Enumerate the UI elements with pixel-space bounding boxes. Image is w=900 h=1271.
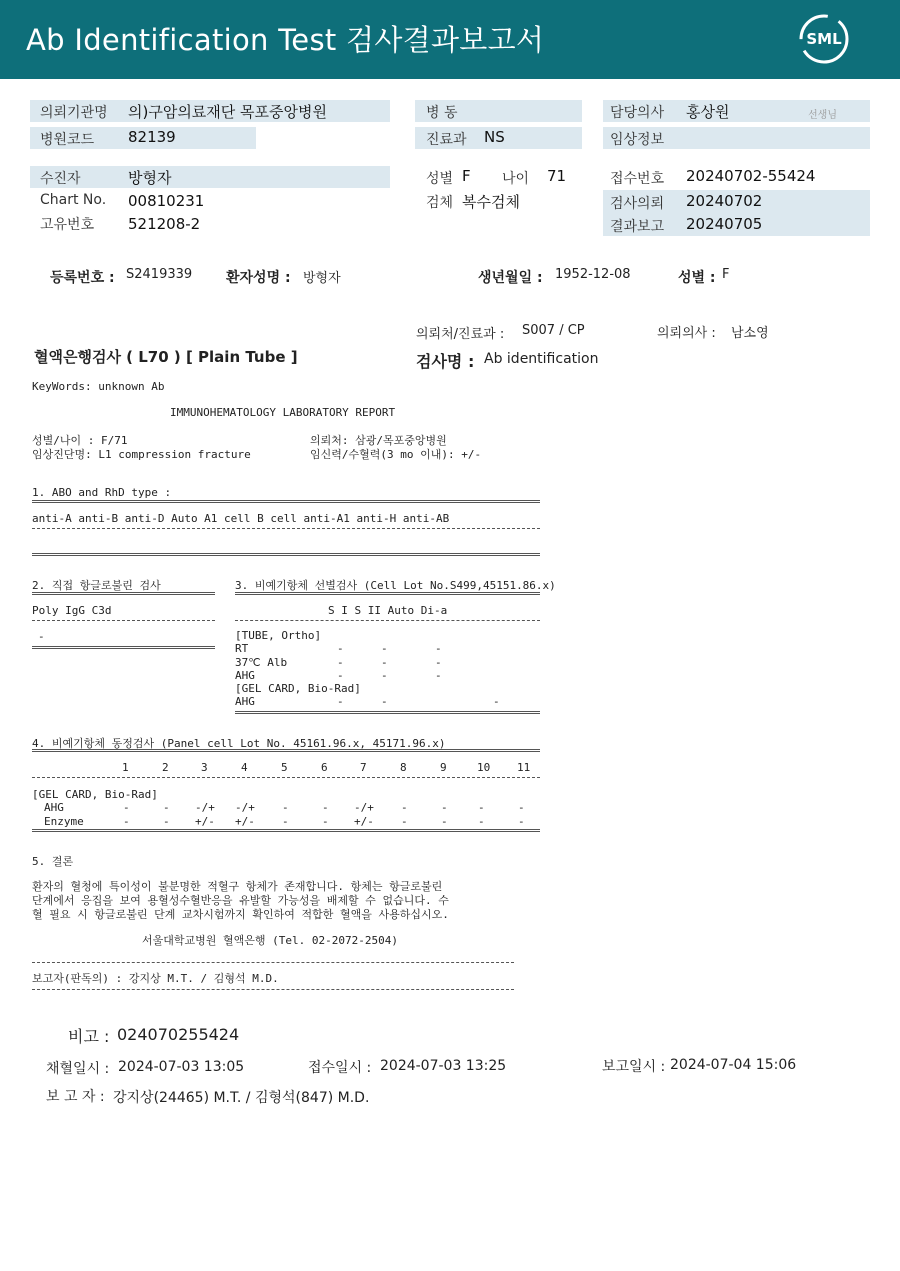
sec4-cell: +/- [235,815,255,828]
sec4-col-header: 1 [122,761,129,774]
sec4-title: 4. 비예기항체 동정검사 (Panel cell Lot No. 45161.96.x, 45171.96.x) [32,737,446,750]
doctor-suffix: 선생님 [808,110,837,121]
sec4-cell: -/+ [235,801,255,814]
receipt-label: 접수번호 [610,171,665,187]
report-title: Ab Identification Test 검사결과보고서 [26,23,545,57]
sec4-cell: - [441,801,448,814]
report-header [0,0,900,79]
sec4-cell: - [478,815,485,828]
chart-label: Chart No. [40,192,107,208]
note-value: 024070255424 [117,1025,240,1044]
sec4-col-header: 5 [281,761,288,774]
report-time-label: 보고일시 : [602,1059,666,1075]
sec5-line-3: 혈 필요 시 항글로불린 단계 교차시험까지 확인하여 적합한 혈액을 사용하십시오. [32,908,449,921]
sec3-row-label: 37℃ Alb [235,656,288,669]
sec4-cell: +/- [354,815,374,828]
sec3-cell: - [337,669,344,682]
sec2-mid-rule [32,620,215,621]
sec3-cell: - [493,695,500,708]
client-label: 의뢰처/진료과 : [416,327,505,342]
sec4-cell: - [282,815,289,828]
sec1-top-rule [32,500,540,503]
doctor-label: 담당의사 [610,105,665,121]
physician-value: 남소영 [731,326,769,341]
physician-label: 의뢰의사 : [657,326,716,341]
sex-label: 성별 [426,171,454,187]
footer-reporter-label: 보 고 자 : [46,1089,105,1105]
doctor-value: 홍상원 [686,103,730,121]
client-value: S007 / CP [522,323,585,338]
reg-value: S2419339 [126,267,193,282]
sec3-cell: - [381,656,388,669]
sec3-cell: - [381,695,388,708]
patient-value: 방형자 [128,169,172,187]
note-label: 비고 : [68,1027,110,1046]
sec4-cell: - [322,801,329,814]
sec4-col-header: 11 [517,761,531,774]
sec3-cell: - [381,642,388,655]
ward-label: 병 동 [426,105,458,121]
sec3-cell: - [337,656,344,669]
collect-label: 채혈일시 : [46,1061,110,1077]
sec4-row-label: Enzyme [44,815,84,828]
report-date-label: 결과보고 [610,219,665,235]
sec1-title: 1. ABO and RhD type : [32,486,172,499]
sec5-title: 5. 결론 [32,855,74,868]
sec4-col-header: 10 [477,761,491,774]
sec3-row-label: AHG [235,669,255,682]
institution-value: 의)구암의료재단 목포중앙병원 [128,103,327,121]
sec3-row-label: RT [235,642,249,655]
sec4-cell: - [441,815,448,828]
diagnosis-line: 임상진단명: L1 compression fracture [32,448,251,461]
sec4-cell: -/+ [354,801,374,814]
unique-value: 521208-2 [128,215,201,233]
specimen-value: 복수검체 [462,193,520,211]
sec2-header: Poly IgG C3d [32,604,112,617]
sec3-mid-rule [235,620,540,621]
request-value: 20240702 [686,192,763,210]
sec3-cell: - [435,656,442,669]
dob-value: 1952-12-08 [555,267,631,282]
sec4-col-header: 6 [321,761,328,774]
sec4-col-header: 7 [360,761,367,774]
sec4-cell: - [163,801,170,814]
name-label: 환자성명 : [226,270,291,286]
request-label: 검사의뢰 [610,196,665,212]
sec3-row-label: [GEL CARD, Bio-Rad] [235,682,361,695]
sec4-cell: - [478,801,485,814]
sec3-cell: - [435,669,442,682]
report-time-value: 2024-07-04 15:06 [670,1057,797,1073]
sec3-row-label: AHG [235,695,255,708]
sec3-cell: - [435,642,442,655]
test-title: 혈액은행검사 ( L70 ) [ Plain Tube ] [34,348,298,366]
sec2-top-rule [32,592,215,595]
age-value: 71 [547,167,567,185]
test-name-label: 검사명 : [416,352,475,371]
name-value: 방형자 [303,271,341,286]
age-label: 나이 [502,171,530,187]
sec5-line-1: 환자의 혈청에 특이성이 불분명한 적혈구 항체가 존재합니다. 항체는 항글로불린 [32,880,443,893]
lab-title: IMMUNOHEMATOLOGY LABORATORY REPORT [170,406,396,419]
sec4-col-header: 8 [400,761,407,774]
sec4-col-header: 2 [162,761,169,774]
sex-age-line: 성별/나이 : F/71 [32,434,128,447]
logo-text: SML [806,30,842,48]
sec4-col-header: 4 [241,761,248,774]
sec4-cell: +/- [195,815,215,828]
sec2-bottom-rule [32,646,215,649]
sec1-bottom-rule [32,553,540,556]
dob-label: 생년월일 : [478,270,543,286]
reporter-bottom-rule [32,989,514,990]
sec4-cell: - [163,815,170,828]
sec4-bottom-rule [32,829,540,832]
sec3-bottom-rule [235,711,540,714]
client-line: 의뢰처: 삼광/목포중앙병원 [310,434,447,447]
sec4-cell: -/+ [195,801,215,814]
sec4-cell: - [123,815,130,828]
hospital-code-label: 병원코드 [40,132,95,148]
keywords: KeyWords: unknown Ab [32,380,165,393]
sec3-header: S I S II Auto Di-a [328,604,448,617]
sec4-cell: - [322,815,329,828]
sec4-cell: - [282,801,289,814]
collect-value: 2024-07-03 13:05 [118,1059,245,1075]
institution-label: 의뢰기관명 [40,105,108,121]
sec3-cell: - [381,669,388,682]
unique-label: 고유번호 [40,217,95,233]
receipt-value: 20240702-55424 [686,167,816,185]
sec4-col-header: 3 [201,761,208,774]
sec3-top-rule [235,592,540,595]
footer-reporter-value: 강지상(24465) M.T. / 김형석(847) M.D. [113,1090,370,1106]
test-name-value: Ab identification [484,351,599,367]
patient-label: 수진자 [40,171,81,187]
sec4-row-label: AHG [44,801,64,814]
sec5-line-2: 단계에서 응집을 보여 용혈성수혈반응을 유발할 가능성을 배제할 수 없습니다. 수 [32,894,449,907]
sec2-value: - [38,630,45,643]
sec1-header: anti-A anti-B anti-D Auto A1 cell B cell anti-A1 anti-H anti-AB [32,512,450,525]
hospital-code-value: 82139 [128,128,176,146]
sec3-title: 3. 비예기항체 선별검사 (Cell Lot No.S499,45151.86.x) [235,579,556,592]
sex-value: F [462,167,471,185]
report-date-value: 20240705 [686,215,763,233]
sec4-cell: - [123,801,130,814]
sec3-row-label: [TUBE, Ortho] [235,629,322,642]
dept-value: NS [484,128,505,146]
receive-label: 접수일시 : [308,1060,372,1076]
reporter-top-rule [32,962,514,963]
sec3-cell: - [337,695,344,708]
sec4-cell: - [401,815,408,828]
sec1-mid-rule [32,528,540,529]
sec4-mid-rule [32,777,540,778]
specimen-label: 검체 [426,195,454,211]
sec4-cell: - [518,815,525,828]
sec4-col-header: 9 [440,761,447,774]
sec3-cell: - [337,642,344,655]
dept-label: 진료과 [426,132,467,148]
chart-value: 00810231 [128,192,205,210]
receive-value: 2024-07-03 13:25 [380,1058,507,1074]
sec4-group: [GEL CARD, Bio-Rad] [32,788,158,801]
sec4-cell: - [401,801,408,814]
reg-label: 등록번호 : [50,270,115,286]
reg-sex-value: F [722,267,730,282]
patient-bar [30,166,390,188]
blood-bank-line: 서울대학교병원 혈액은행 (Tel. 02-2072-2504) [142,934,398,947]
sml-logo-icon [798,13,850,65]
sec4-top-rule [32,749,540,752]
sec4-cell: - [518,801,525,814]
pregnancy-line: 임신력/수혈력(3 mo 이내): +/- [310,448,482,461]
sec2-title: 2. 직접 항글로불린 검사 [32,579,161,592]
reporter-line: 보고자(판독의) : 강지상 M.T. / 김형석 M.D. [32,972,279,985]
clinical-label: 임상정보 [610,132,665,148]
reg-sex-label: 성별 : [678,270,716,286]
